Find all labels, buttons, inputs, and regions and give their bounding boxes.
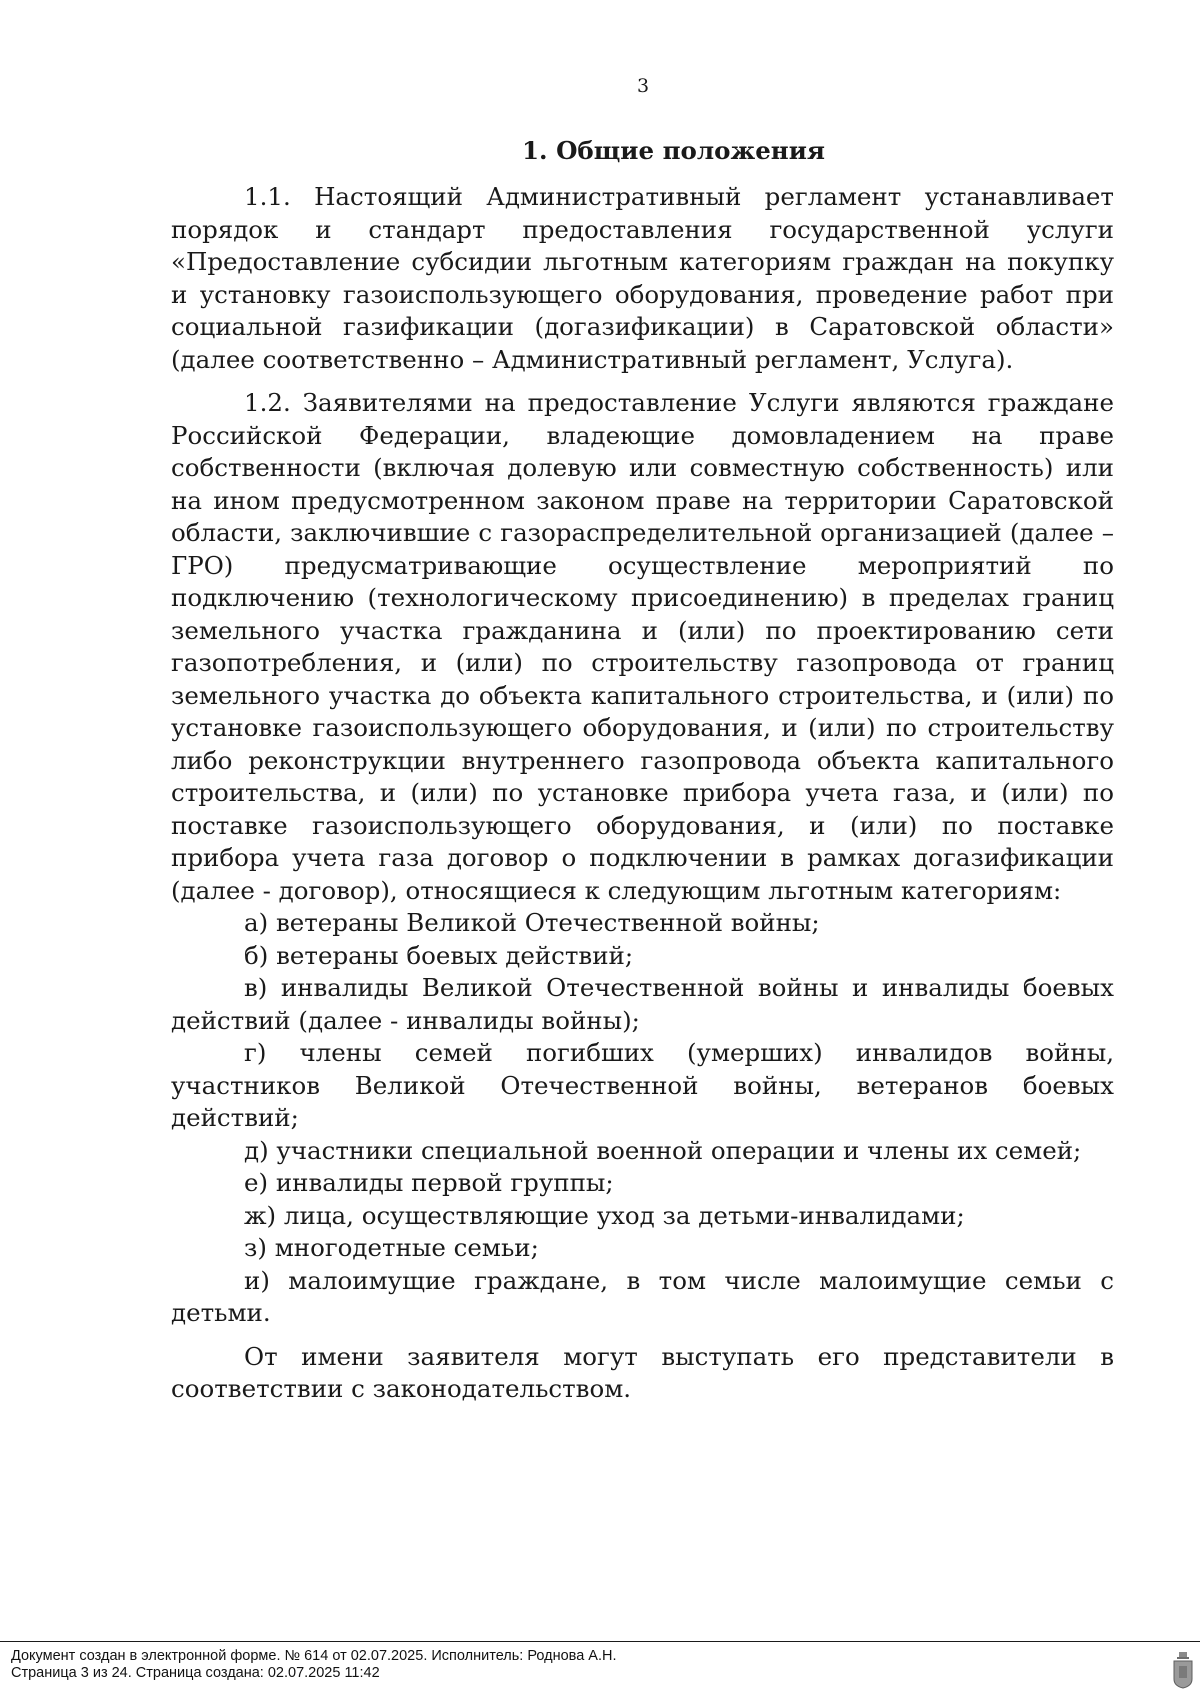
document-footer bbox=[11, 1648, 617, 1682]
category-item-e: е) инвалиды первой группы; bbox=[244, 1168, 614, 1197]
document-body bbox=[171, 133, 1114, 1406]
category-item-g: г) члены семей погибших (умерших) инвалидов войны, участников Великой Отечественной войны, ветеранов боевых действий; bbox=[171, 1038, 1114, 1132]
category-item-a: а) ветераны Великой Отечественной войны; bbox=[244, 908, 820, 937]
page-number: 3 bbox=[636, 75, 650, 97]
footer-document-info: Документ создан в электронной форме. № 614 от 02.07.2025. Исполнитель: Роднова А.Н. bbox=[11, 1648, 617, 1664]
closing-paragraph: От имени заявителя могут выступать его представители в соответствии с законодательством. bbox=[171, 1341, 1114, 1403]
footer-page-info: Страница 3 из 24. Страница создана: 02.07.2025 11:42 bbox=[11, 1665, 380, 1681]
paragraph-1-2: 1.2. Заявителями на предоставление Услуги являются граждане Российской Федерации, владеющие домовладением на праве собственности (включая долевую или совместную собственность) или на ином предусмотренном законом праве на территории Саратовской области, заключившие с газораспределительной организацией (далее – ГРО) предусматривающие осуществление мероприятий по подключению (технологическому присоединению) в пределах границ земельного участка гражданина и (или) по проектированию сети газопотребления, и (или) по строительству газопровода от границ земельного участка до объекта капитального строительства, и (или) по установке газоиспользующего оборудования, и (или) по строительству либо реконструкции внутреннего газопровода объекта капитального строительства, и (или) по установке прибора учета газа, и (или) по поставке газоиспользующего оборудования, и (или) по поставке прибора учета газа договор о подключении в рамках догазификации (далее - договор), относящиеся к следующим льготным категориям: bbox=[171, 388, 1114, 905]
category-item-b: б) ветераны боевых действий; bbox=[244, 940, 634, 970]
category-item-i: и) малоимущие граждане, в том числе малоимущие семьи с детьми. bbox=[171, 1265, 1114, 1327]
paragraph-1-1: 1.1. Настоящий Административный регламент устанавливает порядок и стандарт предоставления государственной услуги «Предоставление субсидии льготным категориям граждан на покупку и установку газоиспользующего оборудования, проведение работ при социальной газификации (догазификации) в Саратовской области» (далее соответственно – Административный регламент, Услуга). bbox=[171, 182, 1114, 374]
section-title: 1. Общие положения bbox=[521, 136, 825, 165]
coat-of-arms-icon bbox=[1172, 1651, 1194, 1689]
category-item-zh: ж) лица, осуществляющие уход за детьми-инвалидами; bbox=[244, 1200, 965, 1230]
category-item-d: д) участники специальной военной операции и члены их семей; bbox=[244, 1135, 1082, 1165]
category-item-v: в) инвалиды Великой Отечественной войны и инвалиды боевых действий (далее - инвалиды войны); bbox=[171, 973, 1114, 1035]
category-item-z: з) многодетные семьи; bbox=[244, 1233, 539, 1262]
footer-divider bbox=[0, 1641, 1200, 1642]
